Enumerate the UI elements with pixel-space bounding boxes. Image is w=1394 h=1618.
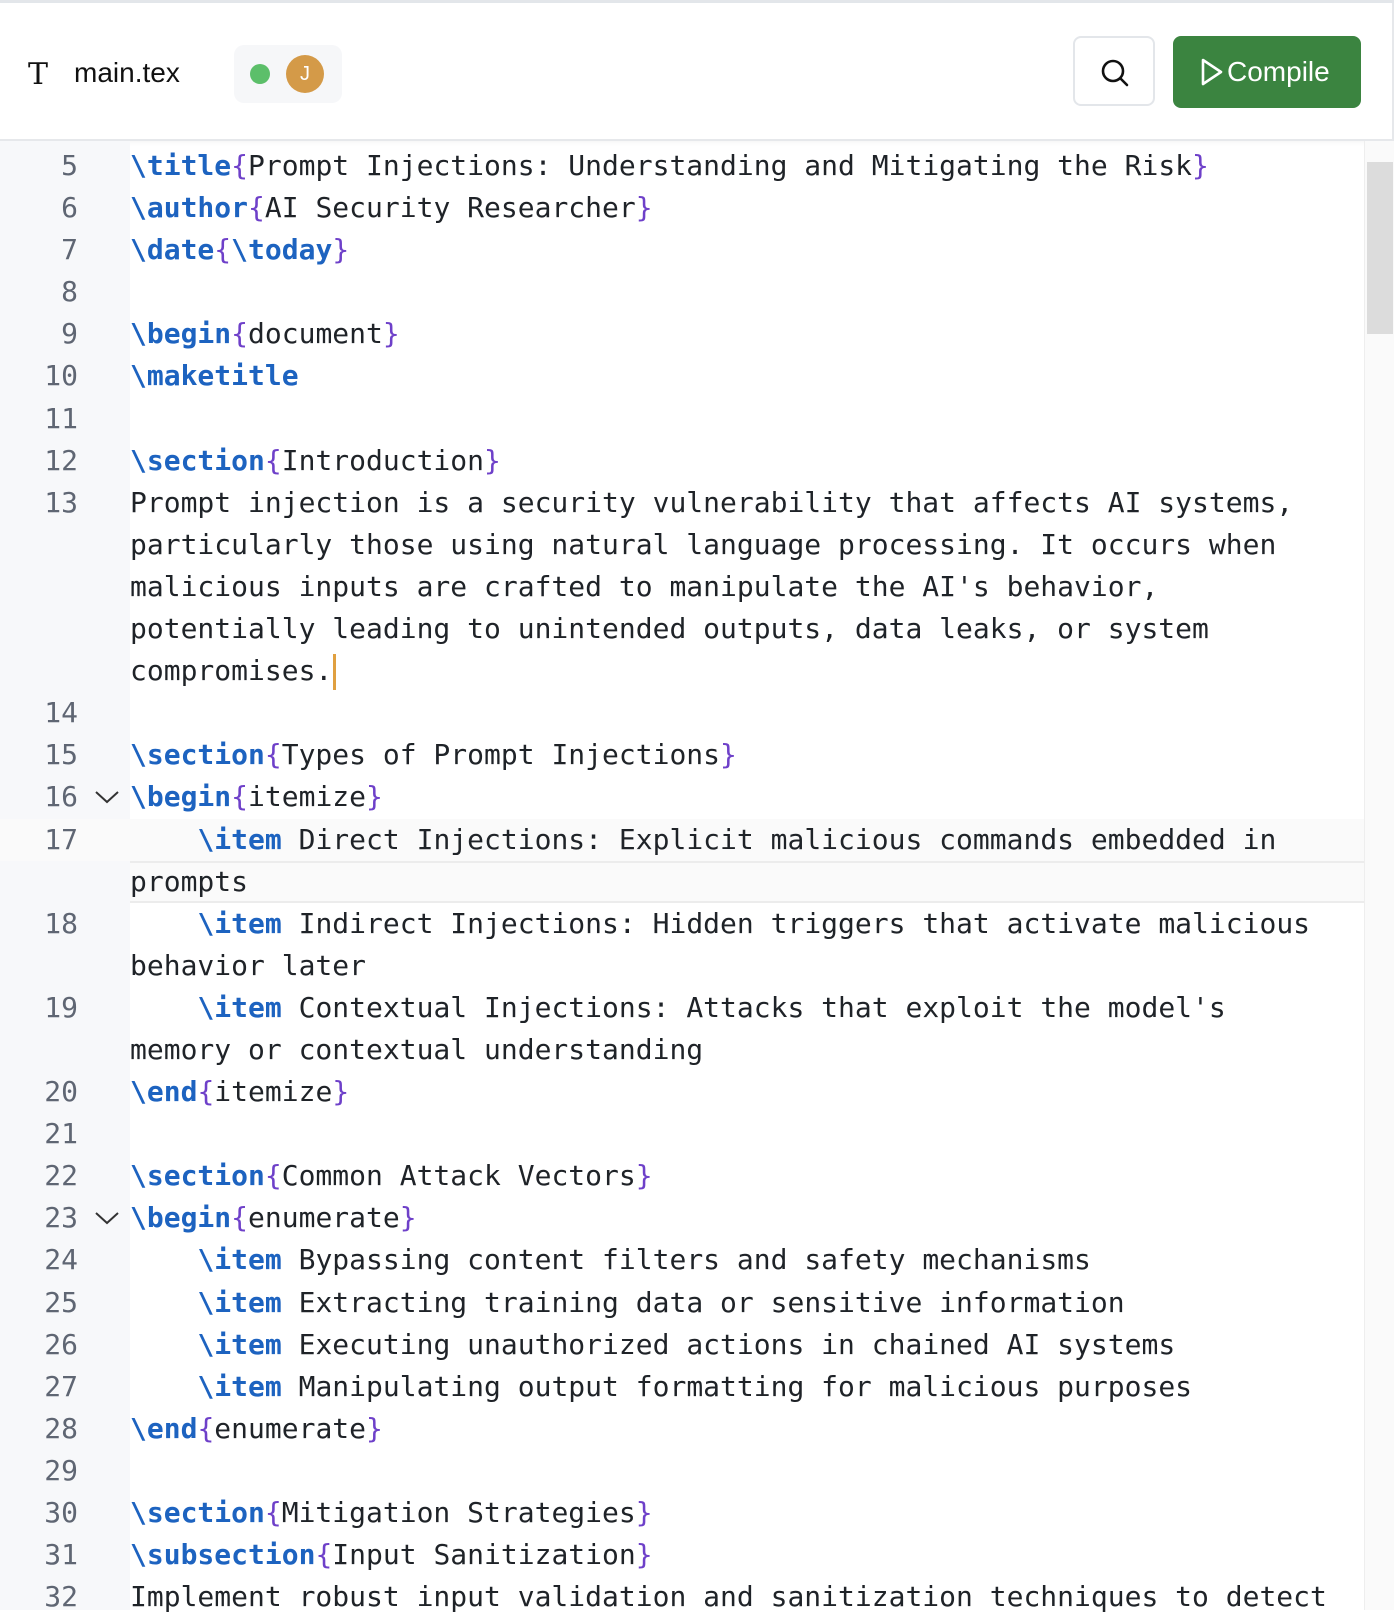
code-editor[interactable] — [0, 145, 1366, 1618]
plain-text: memory or contextual understanding — [130, 1032, 704, 1066]
code-text — [130, 1197, 417, 1239]
code-line[interactable] — [0, 1239, 1366, 1281]
code-line[interactable] — [0, 608, 1366, 650]
plain-text: particularly those using natural language processing. It occurs when — [130, 527, 1277, 561]
brace: } — [635, 1538, 653, 1572]
code-line[interactable] — [0, 355, 1366, 397]
line-number: 27 — [44, 1369, 78, 1403]
latex-command: \author — [130, 191, 249, 225]
latex-command: \begin — [130, 317, 232, 351]
code-text — [130, 776, 383, 818]
plain-text: Mitigation Strategies — [281, 1496, 636, 1529]
line-number: 30 — [44, 1496, 78, 1529]
plain-text: Contextual Injections: Attacks that exploit the model's — [281, 990, 1226, 1024]
code-text — [130, 313, 400, 355]
code-text — [130, 1366, 1192, 1408]
plain-text: Extracting training data or sensitive information — [281, 1285, 1125, 1319]
code-text — [130, 1324, 1175, 1366]
plain-text — [130, 907, 197, 940]
brace: { — [248, 191, 265, 225]
text-cursor — [333, 654, 336, 690]
line-number: 21 — [44, 1117, 78, 1151]
plain-text: compromises. — [130, 654, 333, 688]
code-line[interactable] — [0, 692, 1366, 734]
plain-text — [130, 1243, 197, 1276]
code-text — [130, 903, 1310, 945]
code-text — [130, 1029, 703, 1071]
plain-text: behavior later — [130, 948, 367, 982]
code-line[interactable] — [0, 187, 1366, 229]
plain-text: Input Sanitization — [332, 1538, 636, 1572]
code-text — [130, 355, 299, 397]
latex-command: \section — [130, 1496, 265, 1529]
code-line[interactable] — [0, 945, 1366, 987]
code-line[interactable] — [0, 1155, 1366, 1197]
brace: } — [635, 191, 653, 225]
line-number: 20 — [44, 1075, 78, 1109]
brace: { — [264, 443, 282, 477]
compile-label: Compile — [1227, 56, 1330, 87]
latex-command: \item — [197, 1243, 282, 1277]
code-line[interactable] — [0, 734, 1366, 776]
code-text — [130, 608, 1209, 650]
plain-text: Types of Prompt Injections — [281, 738, 721, 772]
plain-text: Executing unauthorized actions in chained AI systems — [281, 1327, 1176, 1361]
code-text — [130, 187, 653, 229]
brace: } — [332, 1075, 350, 1109]
latex-command: \section — [130, 443, 265, 477]
plain-text: Implement robust input validation and sanitization techniques to detect — [130, 1580, 1327, 1614]
code-text — [130, 229, 349, 271]
latex-command: \item — [197, 1369, 282, 1403]
line-number: 15 — [44, 738, 78, 772]
line-number: 19 — [44, 990, 78, 1024]
code-line[interactable] — [0, 229, 1366, 271]
online-status-dot — [250, 64, 270, 84]
code-line[interactable] — [0, 398, 1366, 440]
line-number: 22 — [44, 1159, 78, 1193]
line-number: 18 — [44, 906, 78, 940]
line-number: 9 — [61, 317, 78, 351]
brace: { — [264, 738, 282, 772]
latex-command: \date — [130, 233, 215, 267]
plain-text — [130, 1370, 197, 1403]
plain-text — [130, 991, 197, 1024]
code-text — [130, 524, 1276, 566]
line-number: 24 — [44, 1243, 78, 1277]
plain-text: itemize — [248, 780, 367, 814]
code-text — [130, 650, 336, 692]
code-line[interactable] — [0, 1450, 1366, 1492]
brace: } — [635, 1496, 653, 1529]
search-icon — [1100, 58, 1130, 88]
code-line[interactable] — [0, 145, 1366, 187]
brace: } — [332, 233, 350, 267]
brace: } — [1192, 149, 1209, 182]
code-line[interactable] — [0, 313, 1366, 355]
code-text — [130, 1155, 653, 1197]
latex-command: \maketitle — [130, 359, 299, 393]
line-number: 10 — [44, 359, 78, 393]
code-line[interactable] — [0, 271, 1366, 313]
line-number: 28 — [44, 1411, 78, 1445]
code-text — [130, 987, 1226, 1029]
brace: } — [399, 1201, 417, 1235]
line-number: 11 — [44, 401, 78, 435]
code-line[interactable] — [0, 482, 1366, 524]
code-text — [130, 1534, 653, 1576]
plain-text: Prompt Injections: Understanding and Mitigating the Risk — [248, 149, 1193, 182]
line-number: 5 — [61, 149, 78, 182]
code-line[interactable] — [0, 566, 1366, 608]
code-line[interactable] — [0, 1282, 1366, 1324]
line-number: 23 — [44, 1201, 78, 1235]
plain-text: document — [248, 317, 383, 351]
plain-text: malicious inputs are crafted to manipulate the AI's behavior, — [130, 569, 1159, 603]
plain-text: Bypassing content filters and safety mechanisms — [281, 1243, 1091, 1277]
code-line[interactable] — [0, 1029, 1366, 1071]
code-text — [130, 145, 1209, 187]
plain-text: enumerate — [248, 1201, 400, 1235]
line-number: 6 — [61, 191, 78, 225]
code-text — [130, 1071, 349, 1113]
brace: } — [366, 780, 383, 814]
plain-text: potentially leading to unintended outputs, data leaks, or system — [130, 612, 1209, 646]
latex-command: \end — [130, 1411, 198, 1445]
code-text — [130, 863, 248, 901]
latex-command: \subsection — [130, 1538, 316, 1572]
code-text — [130, 482, 1293, 524]
file-name: main.tex — [74, 57, 180, 88]
plain-text: Prompt injection is a security vulnerability that affects AI systems, — [130, 485, 1294, 519]
plain-text: Introduction — [281, 443, 485, 477]
plain-text: Direct Injections: Explicit malicious commands embedded in — [281, 822, 1277, 856]
brace: } — [635, 1159, 653, 1193]
vertical-scrollbar[interactable] — [1364, 141, 1394, 1610]
line-number: 17 — [44, 822, 78, 856]
code-line[interactable] — [0, 1324, 1366, 1366]
code-text — [130, 734, 737, 776]
latex-command: \begin — [130, 1201, 232, 1235]
brace: { — [231, 317, 249, 351]
latex-command: \begin — [130, 780, 232, 814]
latex-command: \today — [231, 233, 333, 267]
brace: { — [231, 780, 249, 814]
line-number: 25 — [44, 1285, 78, 1319]
code-line[interactable] — [0, 819, 1366, 861]
line-number: 16 — [44, 780, 78, 814]
code-text — [130, 1408, 383, 1450]
brace: } — [484, 443, 501, 477]
brace: } — [366, 1411, 383, 1445]
plain-text: Indirect Injections: Hidden triggers that activate malicious — [281, 906, 1311, 940]
code-line[interactable] — [0, 1492, 1366, 1534]
plain-text: AI Security Researcher — [264, 191, 636, 225]
collaborators-presence[interactable] — [234, 45, 342, 103]
code-line[interactable] — [0, 987, 1366, 1029]
play-icon — [1199, 57, 1225, 87]
line-number: 13 — [44, 485, 78, 519]
code-text — [130, 819, 1276, 861]
code-line[interactable] — [0, 650, 1366, 692]
code-text — [130, 1239, 1091, 1281]
line-number: 29 — [44, 1453, 78, 1487]
plain-text: itemize — [214, 1075, 333, 1109]
latex-command: \item — [197, 906, 282, 940]
plain-text: enumerate — [214, 1411, 367, 1445]
latex-command: \end — [130, 1075, 198, 1109]
code-line[interactable] — [0, 1408, 1366, 1450]
code-line[interactable] — [0, 776, 1366, 818]
latex-command: \section — [130, 1159, 265, 1193]
code-line[interactable] — [130, 861, 1366, 903]
latex-command: \item — [197, 1327, 282, 1361]
brace: { — [315, 1538, 333, 1572]
code-line[interactable] — [0, 440, 1366, 482]
plain-text — [130, 1286, 197, 1319]
brace: { — [214, 233, 232, 267]
code-text — [130, 1576, 1327, 1618]
brace: { — [264, 1496, 282, 1529]
line-number: 31 — [44, 1538, 78, 1572]
compile-button[interactable] — [1173, 36, 1361, 108]
line-number: 8 — [61, 275, 78, 309]
latex-command: \section — [130, 738, 265, 772]
code-line[interactable] — [0, 524, 1366, 566]
plain-text: prompts — [130, 864, 249, 898]
line-number: 12 — [44, 443, 78, 477]
code-line[interactable] — [0, 1071, 1366, 1113]
brace: { — [264, 1159, 282, 1193]
code-line[interactable] — [0, 1576, 1366, 1618]
line-number: 26 — [44, 1327, 78, 1361]
editor-header — [0, 3, 1394, 141]
line-number: 32 — [44, 1580, 78, 1614]
line-number: 14 — [44, 696, 78, 730]
plain-text: Manipulating output formatting for malicious purposes — [281, 1369, 1193, 1403]
code-line[interactable] — [0, 1113, 1366, 1155]
brace: { — [197, 1075, 215, 1109]
brace: { — [231, 1201, 249, 1235]
brace: { — [231, 149, 249, 182]
brace: { — [197, 1411, 215, 1445]
latex-command: \title — [130, 149, 232, 182]
latex-command: \item — [197, 990, 282, 1024]
code-text — [130, 1282, 1125, 1324]
code-text — [130, 945, 366, 987]
search-button[interactable] — [1073, 36, 1155, 106]
line-number: 7 — [61, 233, 78, 267]
code-line[interactable] — [0, 1366, 1366, 1408]
brace: } — [720, 738, 737, 772]
code-line[interactable] — [0, 1197, 1366, 1239]
code-text — [130, 1492, 653, 1534]
text-file-icon: T — [28, 57, 49, 92]
avatar[interactable]: J — [286, 55, 324, 93]
plain-text — [130, 1328, 197, 1361]
plain-text: Common Attack Vectors — [281, 1159, 636, 1193]
code-line[interactable] — [0, 903, 1366, 945]
plain-text — [130, 823, 197, 856]
brace: } — [382, 317, 400, 351]
latex-command: \item — [197, 822, 282, 856]
code-text — [130, 566, 1158, 608]
code-text — [130, 440, 501, 482]
code-line[interactable] — [0, 1534, 1366, 1576]
latex-command: \item — [197, 1285, 282, 1319]
scrollbar-thumb[interactable] — [1367, 162, 1393, 334]
